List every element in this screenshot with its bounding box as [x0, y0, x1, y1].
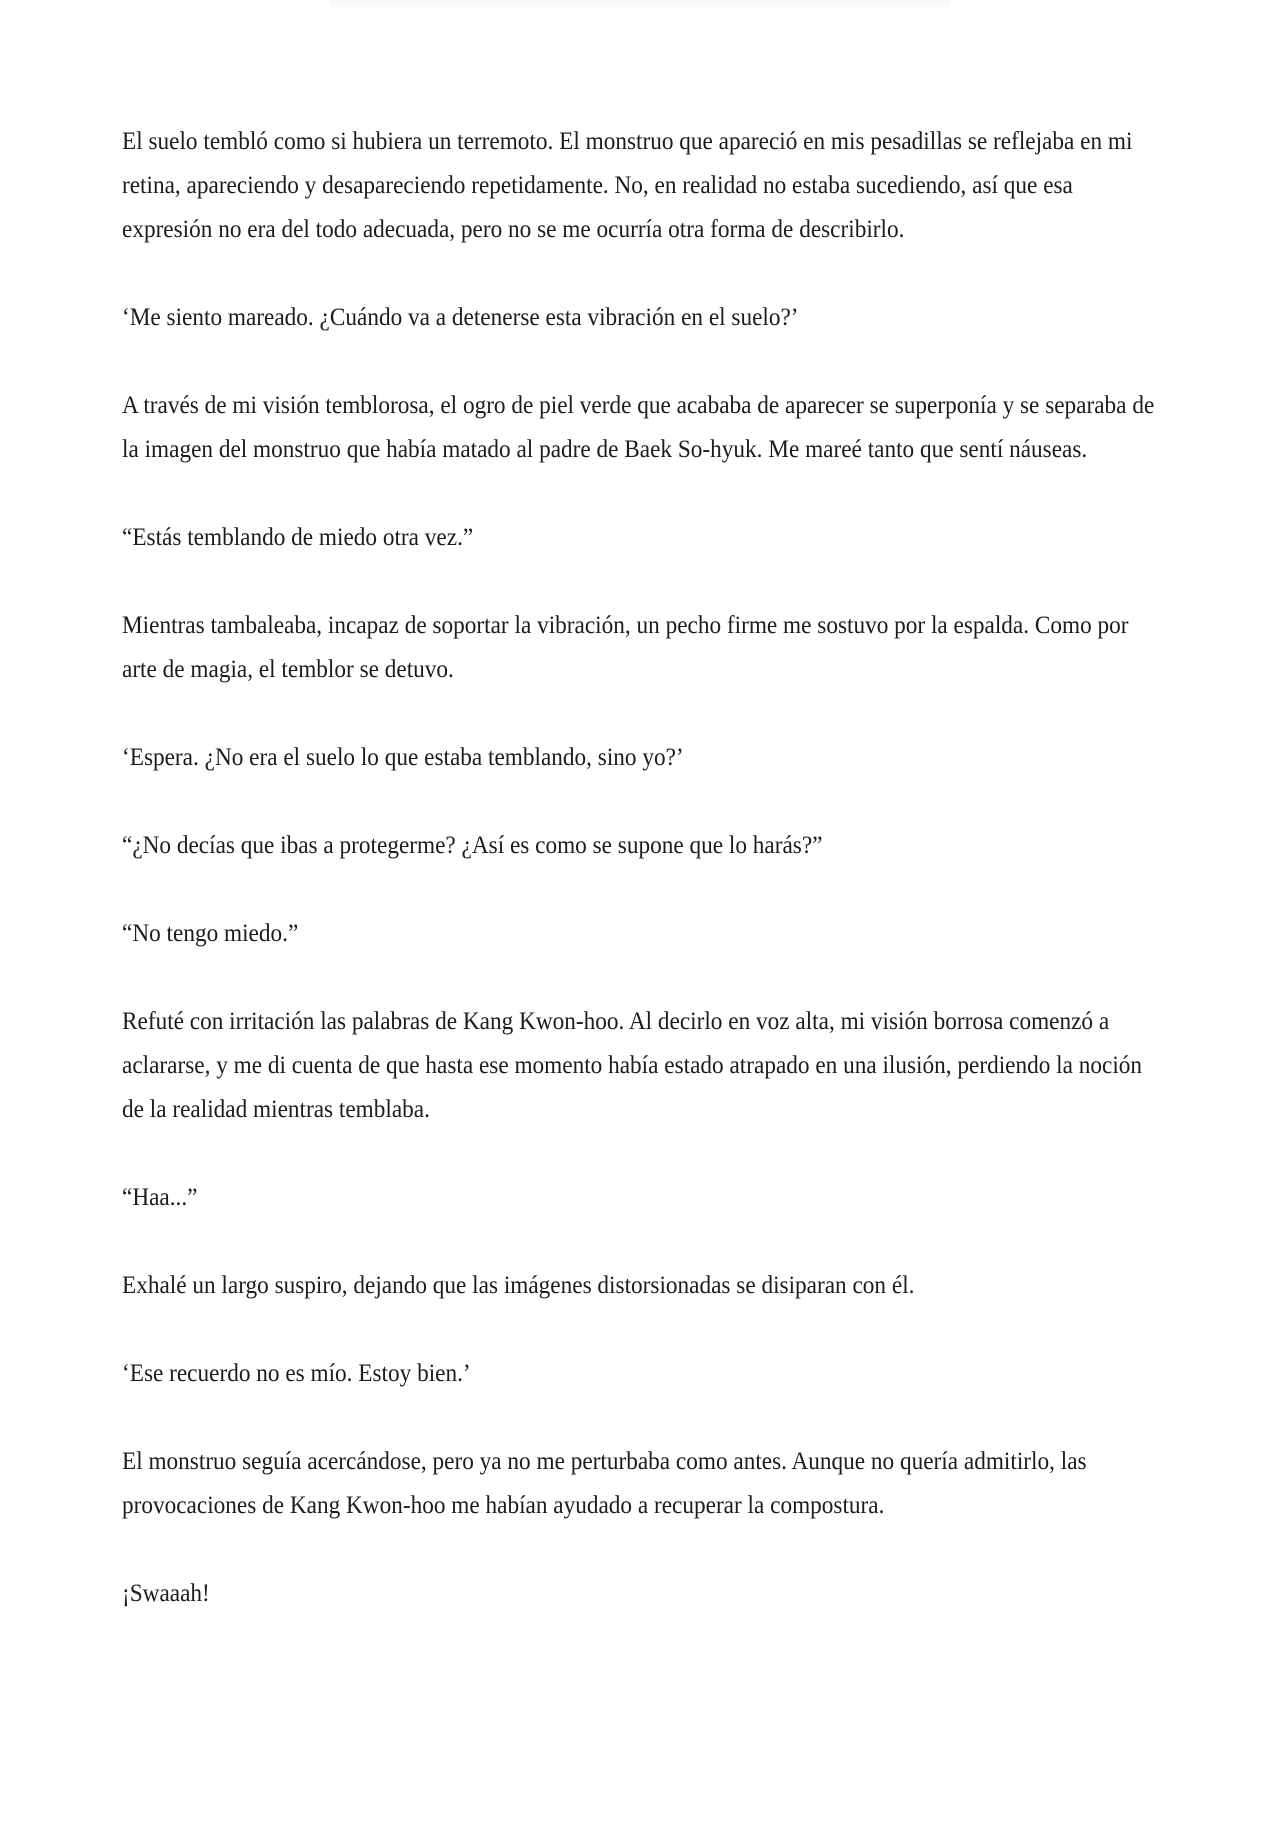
reader-content	[122, 120, 1172, 1660]
paragraph: “No tengo miedo.”	[122, 920, 299, 947]
top-edge-shadow	[330, 0, 950, 12]
paragraph: A través de mi visión temblorosa, el ogro de piel verde que acababa de aparecer se superponía y se separaba de la imagen del monstruo que había matado al padre de Baek So-hyuk. Me mareé tanto que sentí náuseas.	[122, 392, 1155, 463]
paragraph: “Estás temblando de miedo otra vez.”	[122, 524, 474, 551]
paragraph: El monstruo seguía acercándose, pero ya no me perturbaba como antes. Aunque no quería admitirlo, las provocaciones de Kang Kwon-hoo me habían ayudado a recuperar la compostura.	[122, 1448, 1087, 1519]
paragraph: ‘Ese recuerdo no es mío. Estoy bien.’	[122, 1360, 471, 1387]
paragraph: Mientras tambaleaba, incapaz de soportar la vibración, un pecho firme me sostuvo por la espalda. Como por arte de magia, el temblor se detuvo.	[122, 612, 1129, 683]
paragraph: Exhalé un largo suspiro, dejando que las imágenes distorsionadas se disiparan con él.	[122, 1272, 915, 1299]
paragraph: ¡Swaaah!	[122, 1580, 210, 1607]
paragraph: ‘Me siento mareado. ¿Cuándo va a detenerse esta vibración en el suelo?’	[122, 304, 799, 331]
paragraph: “¿No decías que ibas a protegerme? ¿Así es como se supone que lo harás?”	[122, 832, 823, 859]
paragraph: El suelo tembló como si hubiera un terremoto. El monstruo que apareció en mis pesadillas se reflejaba en mi retina, apareciendo y desapareciendo repetidamente. No, en realidad no estaba sucediendo, así que esa expresión no era del todo adecuada, pero no se me ocurría otra forma de describirlo.	[122, 128, 1133, 243]
paragraph: ‘Espera. ¿No era el suelo lo que estaba temblando, sino yo?’	[122, 744, 684, 771]
paragraph: “Haa...”	[122, 1184, 198, 1211]
paragraph: Refuté con irritación las palabras de Kang Kwon-hoo. Al decirlo en voz alta, mi visión borrosa comenzó a aclararse, y me di cuenta de que hasta ese momento había estado atrapado en una ilusión, perdiendo la noción de la realidad mientras temblaba.	[122, 1008, 1143, 1123]
